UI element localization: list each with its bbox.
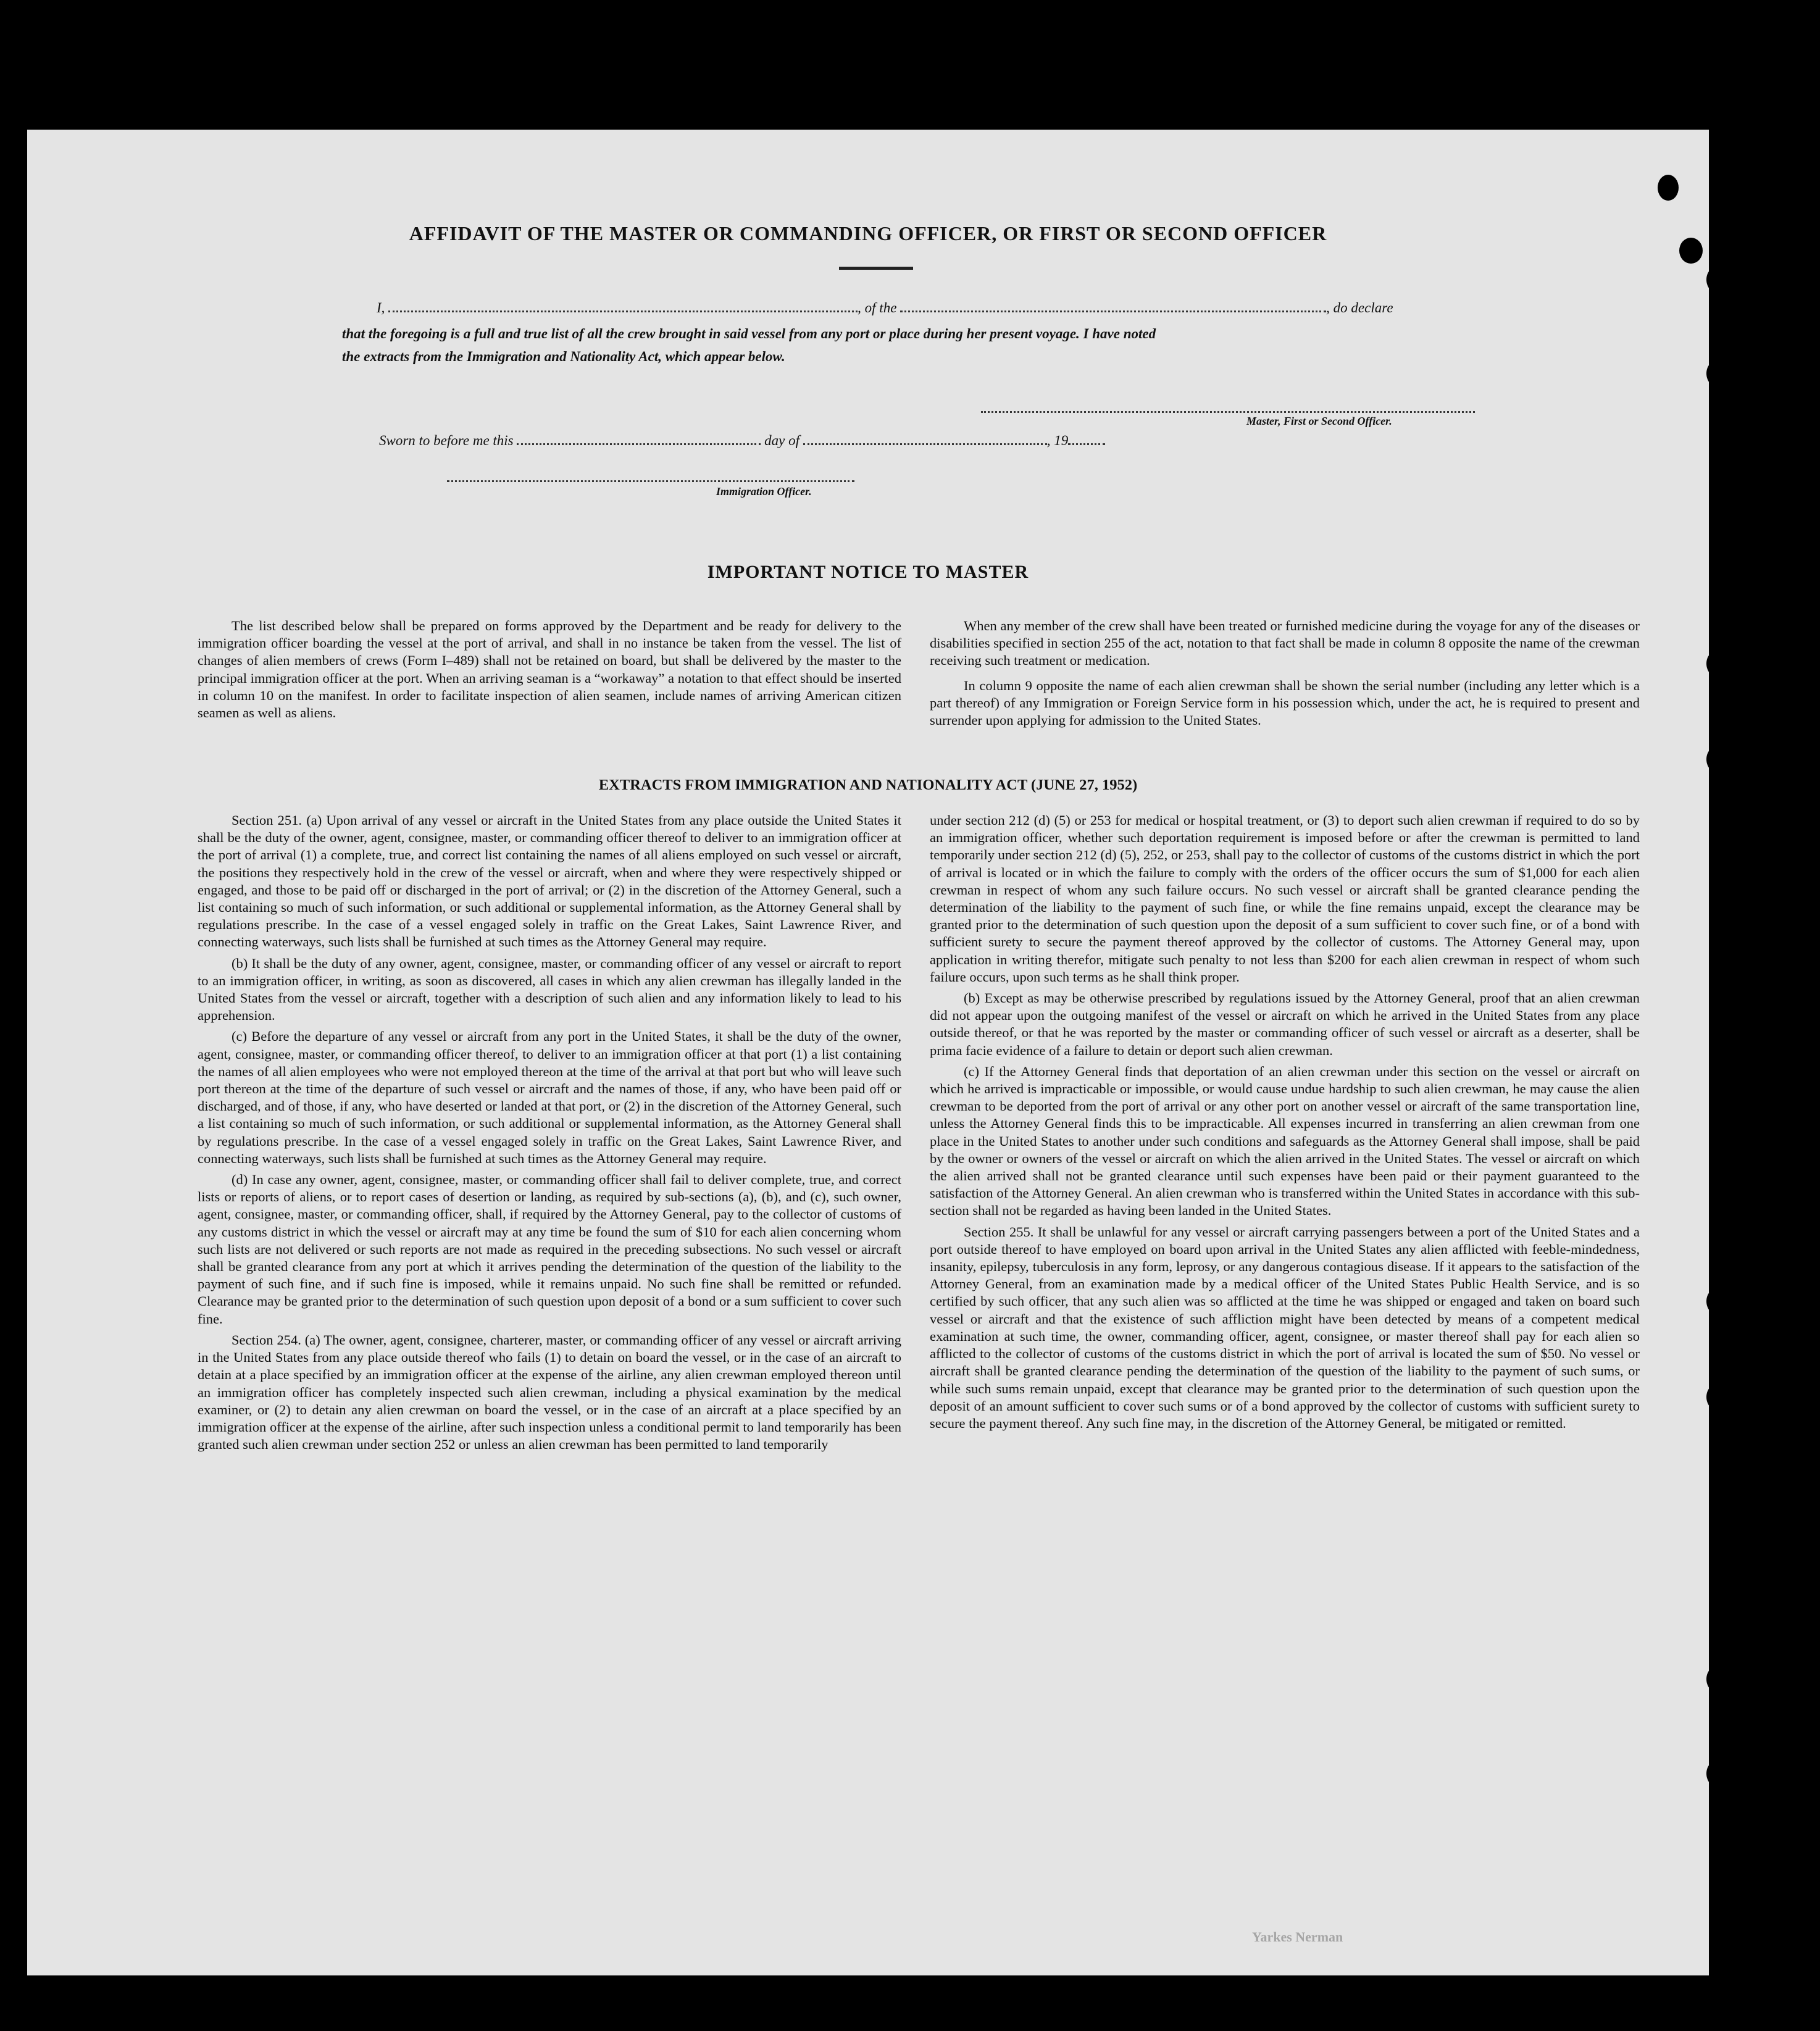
sworn-prefix: Sworn to before me this [379, 433, 514, 448]
section-254-a: Section 254. (a) The owner, agent, consignee, charterer, master, or commanding officer of any vessel or aircraft arriving in the United States from any place outside thereof who fails (1) to detain on board the vessel, or in the case of an aircraft to detain at a place specified by an immigration officer at the expense of the airline, any alien crewman employed thereon until an immigration officer has completely inspected such alien crewman, including a physical examination by the medical examiner, or (2) to detain any alien crewman on board the vessel, or in the case of an aircraft at a place specified by an immigration officer at the expense of the airline, after such inspection unless a conditional permit to land temporarily has been granted such alien crewman under section 252 or unless an alien crewman has been permitted to land temporarily [198, 1332, 901, 1453]
notice-left [198, 617, 901, 725]
punch-hole [1706, 1758, 1737, 1789]
section-254-b: (b) Except as may be otherwise prescribed by regulations issued by the Attorney General, proof that an alien crewman did not appear upon the outgoing manifest of the vessel or aircraft on which he arrived in the United States from any place outside thereof, or that he was reported by the master or commanding officer of such vessel or aircraft as a deserter, shall be prima facie evidence of a failure to detain or deport such alien crewman. [930, 990, 1640, 1058]
declaration-line-3: the extracts from the Immigration and Nationality Act, which appear below. [342, 349, 785, 364]
punch-hole [1679, 238, 1703, 264]
notice-right [930, 617, 1640, 733]
notice-right-paragraph-1: When any member of the crew shall have been treated or furnished medicine during the voyage for any of the diseases or disabilities specified in section 255 of the act, notation to that fact shall be made in column 8 opposite the name of the crewman receiving such treatment or medication. [930, 618, 1640, 669]
declaration-do-declare: , do declare [1326, 300, 1393, 315]
section-251-c: (c) Before the departure of any vessel or aircraft from any port in the United States, it shall be the duty of the owner, agent, consignee, master, or commanding officer thereof, to deliver to an immigration officer at that port (1) a list containing the names of all alien employees who were not employed thereon at the time of the arrival at that port but who will leave such port thereon at the time of the departure of such vessel or aircraft and the names of those, if any, who have been paid off or discharged, and of those, if any, who have deserted or landed at that port, or (2) in the discretion of the Attorney General, such a list containing so much of such information, or such additional or supplemental information, as the Attorney General shall by regulations prescribe. In the case of a vessel engaged solely in traffic on the Great Lakes, Saint Lawrence River, and connecting waterways, such lists shall be furnished at such times as the Attorney General may require. [198, 1028, 901, 1166]
immigration-officer-signature-line[interactable] [447, 480, 854, 482]
section-255: Section 255. It shall be unlawful for any vessel or aircraft carrying passengers between a port of the United States and a port outside thereof to have employed on board upon arrival in the United States any alien afflicted with feeble-mindedness, insanity, epilepsy, tuberculosis in any form, leprosy, or any dangerous contagious disease. If it appears to the satisfaction of the Attorney General, from an examination made by a medical officer of the United States Public Health Service, and is so certified by such officer, that any such alien was so afflicted at the time he was shipped or engaged and taken on board such vessel or aircraft and that the existence of such affliction might have been detected by means of a competent medical examination at such time, the owner, commanding officer, agent, consignee, or master thereof shall pay for each alien so afflicted to the collector of customs of the customs district in which the port of arrival is located the sum of $50. No vessel or aircraft shall be granted clearance pending the determination of the question of the liability to the payment of such sums, or while such sums remain unpaid, except that clearance may be granted prior to the determination of such question upon the deposit of an amount sufficient to cover such sums or of a bond approved by the collector of customs with sufficient surety to secure the payment thereof. Any such fine may, in the discretion of the Attorney General, be mitigated or remitted. [930, 1224, 1640, 1431]
punch-hole [1706, 358, 1737, 389]
affidavit-title: AFFIDAVIT OF THE MASTER OR COMMANDING OFFICER, OR FIRST OR SECOND OFFICER [409, 222, 1327, 244]
punch-hole [1706, 1664, 1737, 1695]
master-label: Master, First or Second Officer. [1246, 415, 1392, 427]
left-column [198, 812, 901, 1457]
punch-hole [1706, 1286, 1737, 1317]
sworn-day-of: day of [764, 433, 799, 448]
bleed-through-text: Yarkes Nerman [1252, 1929, 1343, 1945]
notice-left-paragraph: The list described below shall be prepared on forms approved by the Department and be ready for delivery to the immigration officer boarding the vessel at the port of arrival, and shall in no instance be taken from the vessel. The list of changes of alien members of crews (Form I–489) shall not be retained on board, but shall be delivered by the master to the principal immigration officer at the port. When an arriving seaman is a “workaway” a notation to that effect should be inserted in column 10 on the manifest. In order to facilitate inspection of alien seamen, include names of arriving American citizen seamen as well as aliens. [198, 618, 901, 721]
section-251-b: (b) It shall be the duty of any owner, agent, consignee, master, or commanding officer of any vessel or aircraft to report to an immigration officer, in writing, as soon as discovered, all cases in which any alien crewman has illegally landed in the United States from the vessel or aircraft, together with a description of such alien and any information likely to lead to his apprehension. [198, 955, 901, 1024]
notice-right-paragraph-2: In column 9 opposite the name of each alien crewman shall be shown the serial number (including any letter which is a part thereof) of any Immigration or Foreign Service form in his possession which, under the act, he is required to present and surrender upon applying for admission to the United States. [930, 677, 1640, 728]
name-field[interactable] [388, 299, 858, 312]
document-page [27, 130, 1709, 1975]
declaration-of-the: , of the [858, 300, 897, 315]
extracts-title: EXTRACTS FROM IMMIGRATION AND NATIONALITY ACT (JUNE 27, 1952) [598, 777, 1138, 793]
sworn-line [379, 432, 1105, 449]
immigration-officer-label: Immigration Officer. [716, 485, 812, 498]
title-rule [839, 267, 913, 270]
section-254-a-continued: under section 212 (d) (5) or 253 for medical or hospital treatment, or (3) to deport such alien crewman if required to do so by an immigration officer, whether such deportation requirement is imposed before or after the crewman is permitted to land temporarily under section 212 (d) (5), 252, or 253, shall pay to the collector of customs of the customs district in which the port of arrival is located or in which the failure to comply with the orders of the officer occurs the sum of $1,000 for each alien crewman in respect of whom any such failure occurs. No such vessel or aircraft shall be granted clearance pending the determination of the liability to the payment of such fine, or while the fine remains unpaid, except the clearance may be granted prior to the determination of such question upon the deposit of a sum sufficient to cover such fine, or of a bond with sufficient surety to secure the payment thereof approved by the collector of customs. The Attorney General may, upon application in writing therefor, mitigate such penalty to not less than $200 for each alien crewman in respect of whom such failure occurs, upon such terms as he shall think proper. [930, 812, 1640, 985]
punch-hole [1658, 175, 1679, 201]
punch-hole [1706, 264, 1737, 295]
declaration-line-2: that the foregoing is a full and true list of all the crew brought in said vessel from any port or place during her present voyage. I have noted [342, 326, 1156, 341]
sworn-year-field[interactable] [1068, 432, 1105, 445]
declaration-i: I, [377, 300, 385, 315]
sworn-day-field[interactable] [517, 432, 761, 445]
punch-hole [1706, 648, 1737, 679]
right-column [930, 812, 1640, 1436]
punch-hole [1706, 744, 1737, 775]
vessel-field[interactable] [900, 299, 1326, 312]
section-251-a: Section 251. (a) Upon arrival of any vessel or aircraft in the United States from any place outside the United States it shall be the duty of the owner, agent, consignee, master, or commanding officer thereof to deliver to an immigration officer at the port of arrival (1) a complete, true, and correct list containing the names of all aliens employed on such vessel or aircraft, the positions they respectively hold in the crew of the vessel or aircraft, when and where they were respectively shipped or engaged, and those to be paid off or discharged in the port of arrival; or (2) in the discretion of the Attorney General, such a list containing so much of such information, or such additional or supplemental information, as the Attorney General shall by regulations prescribe. In the case of a vessel engaged solely in traffic on the Great Lakes, Saint Lawrence River, and connecting waterways, such lists shall be furnished at such times as the Attorney General may require. [198, 812, 901, 950]
declaration-line-1 [377, 299, 1393, 316]
master-signature-line[interactable] [981, 411, 1475, 413]
section-254-c: (c) If the Attorney General finds that deportation of an alien crewman under this section on the vessel or aircraft on which he arrived is impracticable or impossible, or would cause undue hardship to such alien crewman, he may cause the alien crewman to be deported from the port of arrival or any other port on another vessel or aircraft of the same transportation line, unless the Attorney General finds this to be impracticable. All expenses incurred in transferring an alien crewman from one place in the United States to another under such conditions and safeguards as the Attorney General shall impose, shall be paid by the owner or owners of the vessel or aircraft on which the alien arrived in the United States. The vessel or aircraft on which the alien arrived shall not be granted clearance until such expenses have been paid or their payment guaranteed to the satisfaction of the Attorney General. An alien crewman who is transferred within the United States in accordance with this sub-section shall not be regarded as having been landed in the United States. [930, 1063, 1640, 1219]
notice-title: IMPORTANT NOTICE TO MASTER [707, 562, 1029, 582]
sworn-year: , 19 [1046, 433, 1069, 448]
punch-hole [1706, 1382, 1737, 1412]
sworn-month-field[interactable] [803, 432, 1047, 445]
section-251-d: (d) In case any owner, agent, consignee, master, or commanding officer shall fail to deliver complete, true, and correct lists or reports of aliens, or to report cases of desertion or landing, as required by sub-sections (a), (b), and (c), such owner, agent, consignee, master, or commanding officer, shall, if required by the Attorney General, pay to the collector of customs of any customs district in which the vessel or aircraft may at any time be found the sum of $10 for each alien concerning whom such lists are not delivered or such reports are not made as required in the preceding subsections. No such vessel or aircraft shall be granted clearance from any port at which it arrives pending the determination of the question of the liability to the payment of such fine, and if such fine is imposed, while it remains unpaid. No such fine shall be remitted or refunded. Clearance may be granted prior to the determination of such question upon deposit of a bond or a sum sufficient to cover such fine. [198, 1172, 901, 1327]
